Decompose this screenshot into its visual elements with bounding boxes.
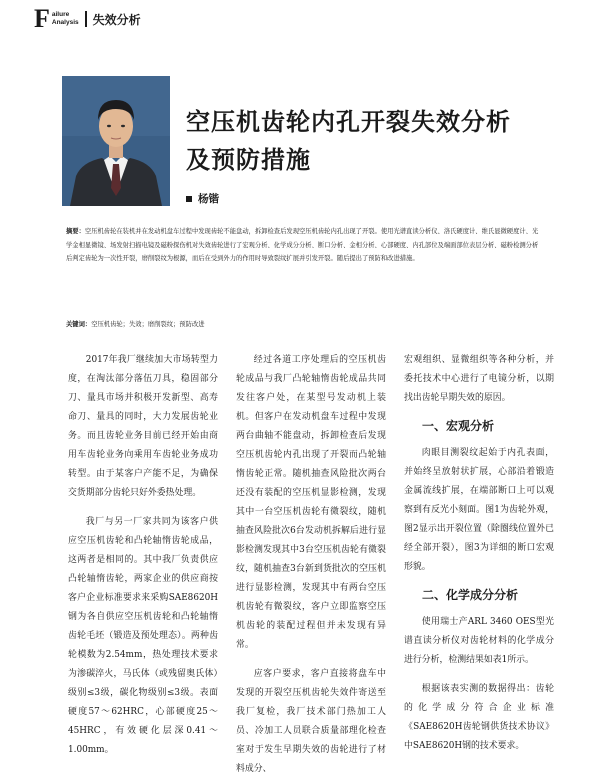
page-header xyxy=(34,6,141,32)
body-paragraph: 2017年我厂继续加大市场转型力度，在淘汰部分落伍刀具，稳固部分刀、量具市场并积极开发新型、高寿命刀、量具的同时，大力发展齿轮业务。而且齿轮业务目前已经开始由商用车齿轮业务向乘用车齿轮业务成功转型。由于某客户产能不足，为确保交货期部分齿轮只好外委热处理。 xyxy=(68,355,218,498)
author-line xyxy=(186,191,219,206)
journal-logo-word-1: ailure xyxy=(51,11,70,18)
body-column-1 xyxy=(68,351,218,760)
body-column-2 xyxy=(236,351,386,779)
abstract xyxy=(66,225,544,266)
body-paragraph: 应客户要求，客户直接将盘车中发现的开裂空压机齿轮失效件寄送至我厂复检，我厂技术部门热加工人员、冷加工人员联合质量部理化检查室对于发生早期失效的齿轮进行了材料成分、 xyxy=(236,668,386,774)
author-photo xyxy=(62,76,170,206)
body-paragraph: 使用瑞士产ARL 3460 OES型光谱直读分析仪对齿轮材料的化学成分进行分析，检测结果如表1所示。 xyxy=(404,617,554,665)
abstract-text: 空压机齿轮在装机并在发动机盘车过程中发现齿轮不能盘动，拆卸检查后发现空压机齿轮内孔出现了开裂。使用光谱直读分析仪、洛氏硬度计、维氏显微硬度计、光学金相显微镜、场发射扫描电镜及磁粉探伤机对失效齿轮进行了宏观分析、化学成分分析、断口分析、金相分析、心部硬度、内孔部位及端面部位表层分析、磁粉检测分析后判定齿轮为一次性开裂，磨削裂纹为根源，而后在受到外力的作用时导致裂纹扩展并引发开裂。随后提出了预防和改进措施。 xyxy=(66,228,539,262)
author-name: 杨锴 xyxy=(198,193,219,205)
body-column-3 xyxy=(404,351,554,756)
body-paragraph: 我厂与另一厂家共同为该客户供应空压机齿轮和凸轮轴惰齿轮成品，这两者是相同的。其中我厂负责供应凸轮轴惰齿轮，两家企业的供应商按客户企业标准要求来采购SAE8620H钢为各自供应空压机齿轮和凸轮轴惰齿轮毛坯（锻造及预处理态）。两种齿轮模数为2.54mm，热处理技术要求为渗碳淬火，马氏体（或残留奥氏体）级别≤3级，碳化物级别≤3级。表面硬度57～62HRC，心部硬度25～45HRC，有效硬化层深0.41～1.00mm。 xyxy=(68,516,218,755)
journal-logo-letter: F xyxy=(34,4,50,33)
abstract-label: 摘要： xyxy=(66,228,85,235)
body-paragraph: 经过各道工序处理后的空压机齿轮成品与我厂凸轮轴惰齿轮成品共同发往客户处，在某型号发动机上装机。但客户在发动机盘车过程中发现两台曲轴不能盘动，拆卸检查后发现空压机齿轮内孔出现了开裂而凸轮轴惰齿轮正常。随机抽查风险批次两台还没有装配的空压机显影检测，发现其中一台空压机齿轮有微裂纹，随机抽查风险批次6台发动机拆解后进行显影检测发现其中3台空压机齿轮有微裂纹，随机抽查3台新到货批次的空压机进行显影检测，发现其中有两台空压机齿轮有微裂纹，客户立即监察空压机齿轮的装配过程但并未发现有异常。 xyxy=(236,355,386,650)
journal-logo-word-2: Analysis xyxy=(51,19,79,26)
journal-logo-words xyxy=(52,11,79,27)
article-title xyxy=(186,103,586,179)
author-portrait-illustration xyxy=(62,76,170,206)
header-divider xyxy=(85,11,87,27)
article-title-line-1: 空压机齿轮内孔开裂失效分析 xyxy=(186,108,511,136)
keywords-text: 空压机齿轮；失效；磨削裂纹；预防改进 xyxy=(91,321,205,328)
article-title-line-2: 及预防措施 xyxy=(186,146,311,174)
body-paragraph: 根据该表实测的数据得出：齿轮的化学成分符合企业标准《SAE8620H齿轮钢供货技术协议》中SAE8620H钢的技术要求。 xyxy=(404,683,554,751)
square-bullet-icon xyxy=(186,196,192,202)
body-paragraph: 肉眼目测裂纹起始于内孔表面，并始终呈放射状扩展，心部沿着锻造金属流线扩展，在端部断口上可以观察到有反光小刻面。图1为齿轮外观，图2显示出开裂位置（除圈线位置外已经全部开裂），图3为详细的断口宏观形貌。 xyxy=(404,448,554,572)
section-heading-macro: 一、宏观分析 xyxy=(422,419,495,433)
body-paragraph-continued: 宏观组织、显微组织等各种分析，并委托技术中心进行了电镜分析，以期找出齿轮早期失效的原因。 xyxy=(404,355,554,403)
section-heading-chemical: 二、化学成分分析 xyxy=(422,588,519,602)
keywords xyxy=(66,319,544,331)
section-name: 失效分析 xyxy=(92,12,141,27)
keywords-label: 关键词： xyxy=(66,321,92,328)
